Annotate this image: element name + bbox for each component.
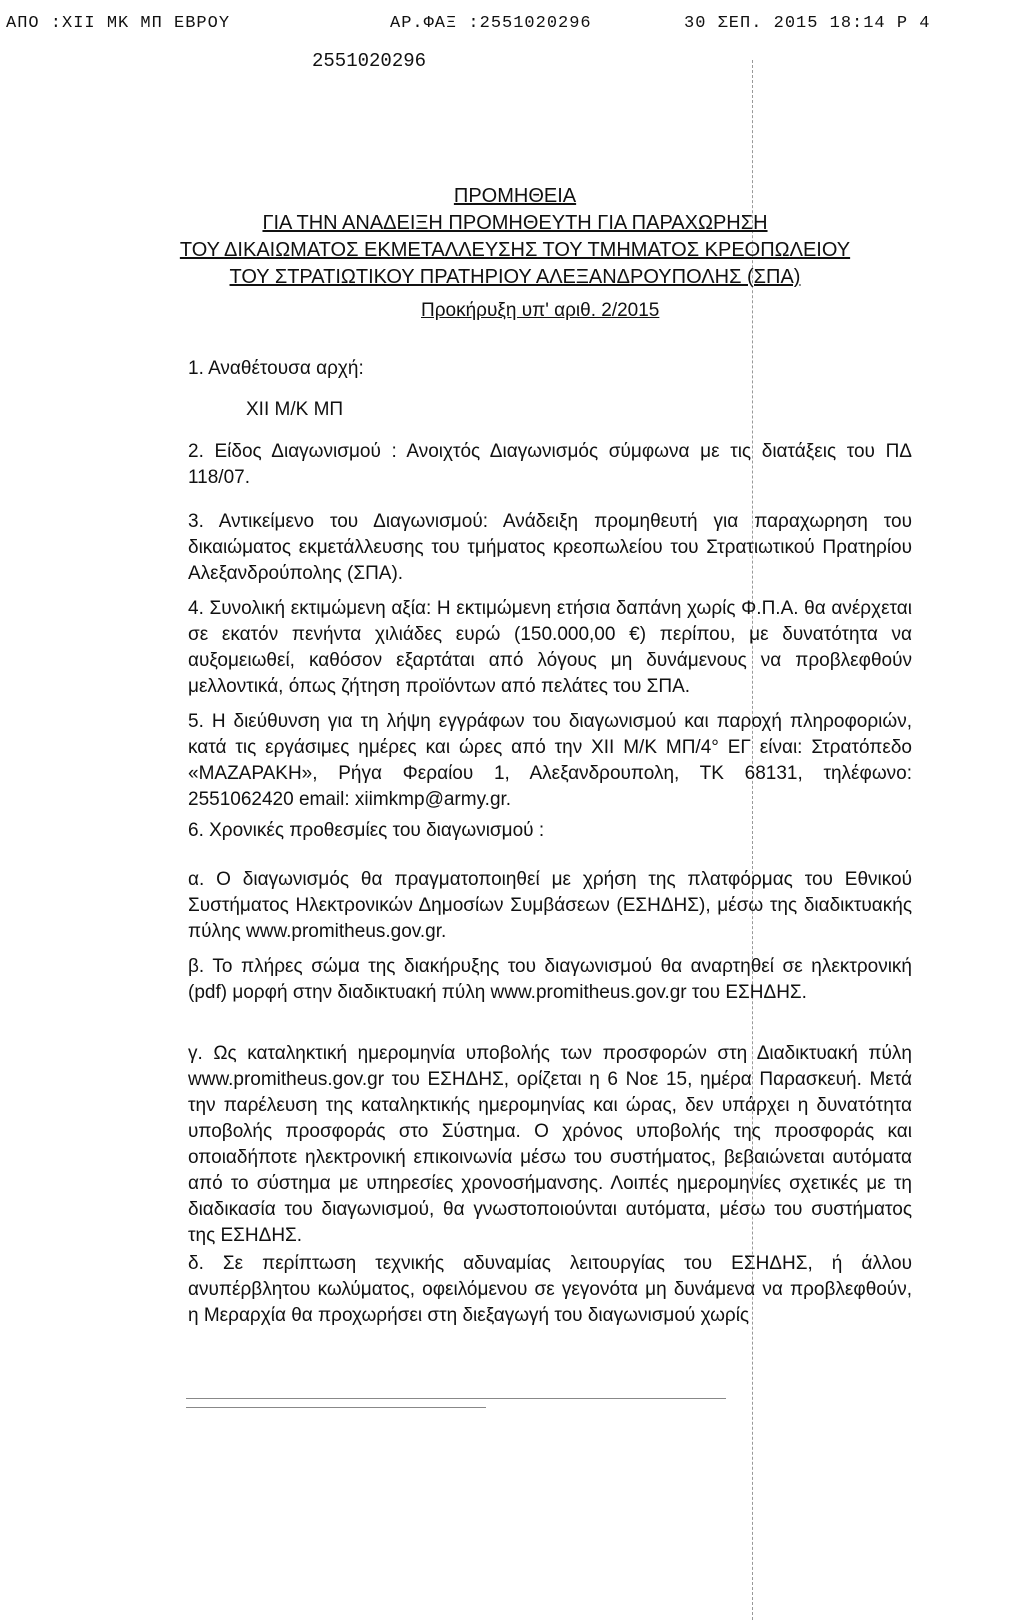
section-6-a: α. Ο διαγωνισμός θα πραγματοποιηθεί με χρήση της πλατφόρμας του Εθνικού Συστήματος Ηλεκτρονικών Δημοσίων Συμβάσεων (ΕΣΗΔΗΣ), μέσω της διαδικτυακής πύλης www.promitheus.gov.gr. — [188, 869, 912, 942]
section-2: 2. Είδος Διαγωνισμού : Ανοιχτός Διαγωνισμός σύμφωνα με τις διατάξεις του ΠΔ 118/07. — [188, 441, 912, 488]
section-5: 5. Η διεύθυνση για τη λήψη εγγράφων του διαγωνισμού και παροχή πληροφοριών, κατά τις εργάσιμες ημέρες και ώρες από την ΧΙΙ Μ/Κ ΜΠ/4° ΕΓ είναι: Στρατόπεδο «ΜΑΖΑΡΑΚΗ», Ρήγα Φεραίου 1, Αλεξανδρουπολη, ΤΚ 68131, τηλέφωνο: 2551062420 email: xiimkmp@army.gr. — [188, 711, 912, 810]
fax-header — [6, 14, 1016, 36]
declaration-number: Προκήρυξη υπ' αριθ. 2/2015 — [421, 300, 660, 321]
fax-artifact-line — [752, 60, 753, 1620]
section-6-c: γ. Ως καταληκτική ημερομηνία υποβολής των προσφορών στη Διαδικτυακή πύλη www.promitheus.gov.gr του ΕΣΗΔΗΣ, ορίζεται η 6 Νοε 15, ημέρα Παρασκευή. Μετά την παρέλευση της καταληκτικής ημερομηνίας και ώρας, δεν υπάρχει η δυνατότητα υποβολής προσφοράς στο Σύστημα. Ο χρόνος υποβολής της προσφοράς και οποιαδήποτε ηλεκτρονική επικοινωνία μέσω του συστήματος, βεβαιώνεται αυτόματα από το σύστημα με υπηρεσίες χρονοσήμανσης. Λοιπές ημερομηνίες σχετικές με τη διαδικασία του διαγωνισμού, θα γνωστοποιούνται αυτόματα, μέσω του συστήματος της ΕΣΗΔΗΣ. — [188, 1043, 912, 1246]
section-3: 3. Αντικείμενο του Διαγωνισμού: Ανάδειξη προμηθευτή για παραχωρηση του δικαιώματος εκμετάλλευσης του τμήματος κρεοπωλείου του Στρατιωτικού Πρατηρίου Αλεξανδρούπολης (ΣΠΑ). — [188, 511, 912, 584]
section-4: 4. Συνολική εκτιμώμενη αξία: Η εκτιμώμενη ετήσια δαπάνη χωρίς Φ.Π.Α. θα ανέρχεται σε εκατόν πενήντα χιλιάδες ευρώ (150.000,00 €) περίπου, με δυνατότητα να αυξομειωθεί, καθόσον εξαρτάται από λόγους μη δυνάμενους να προβλεφθούν μελλοντικά, όπως ζήτηση προϊόντων από πελάτες του ΣΠΑ. — [188, 598, 912, 697]
title-line-4: ΤΟΥ ΣΤΡΑΤΙΩΤΙΚΟΥ ΠΡΑΤΗΡΙΟΥ ΑΛΕΞΑΝΔΡΟΥΠΟΛΗΣ (ΣΠΑ) — [229, 266, 801, 288]
footer-path — [186, 1394, 916, 1408]
title-line-2: ΓΙΑ ΤΗΝ ΑΝΑΔΕΙΞΗ ΠΡΟΜΗΘΕΥΤΗ ΓΙΑ ΠΑΡΑΧΩΡΗΣΗ — [262, 212, 768, 234]
fax-number: ΑΡ.ΦΑΞ :2551020296 — [390, 14, 592, 33]
section-1-value: ΧΙΙ Μ/Κ ΜΠ — [246, 399, 344, 420]
title-line-3: ΤΟΥ ΔΙΚΑΙΩΜΑΤΟΣ ΕΚΜΕΤΑΛΛΕΥΣΗΣ ΤΟΥ ΤΜΗΜΑΤΟΣ ΚΡΕΟΠΩΛΕΙΟΥ — [179, 239, 851, 261]
title-line-1: ΠΡΟΜΗΘΕΙΑ — [453, 185, 577, 207]
fax-sender: ΑΠΟ :ΧΙΙ ΜΚ ΜΠ ΕΒΡΟΥ — [6, 14, 231, 33]
document-number: 2551020296 — [312, 50, 427, 72]
section-6-b: β. Το πλήρες σώμα της διακήρυξης του διαγωνισμού θα αναρτηθεί σε ηλεκτρονική (pdf) μορφή στην διαδικτυακή πύλη www.promitheus.gov.gr του ΕΣΗΔΗΣ. — [188, 956, 912, 1003]
fax-datetime: 30 ΣΕΠ. 2015 18:14 Ρ 4 — [684, 14, 931, 33]
section-1-label: 1. Αναθέτουσα αρχή: — [188, 358, 364, 379]
section-6-label: 6. Χρονικές προθεσμίες του διαγωνισμού : — [188, 820, 545, 841]
section-6-d: δ. Σε περίπτωση τεχνικής αδυναμίας λειτουργίας του ΕΣΗΔΗΣ, ή άλλου ανυπέρβλητου κωλύματος, οφειλόμενου σε γεγονότα μη δυνάμενα να προβλεφθούν, η Μεραρχία θα προχωρήσει στη διεξαγωγή του διαγωνισμού χωρίς — [188, 1253, 912, 1326]
document-title — [120, 183, 910, 291]
